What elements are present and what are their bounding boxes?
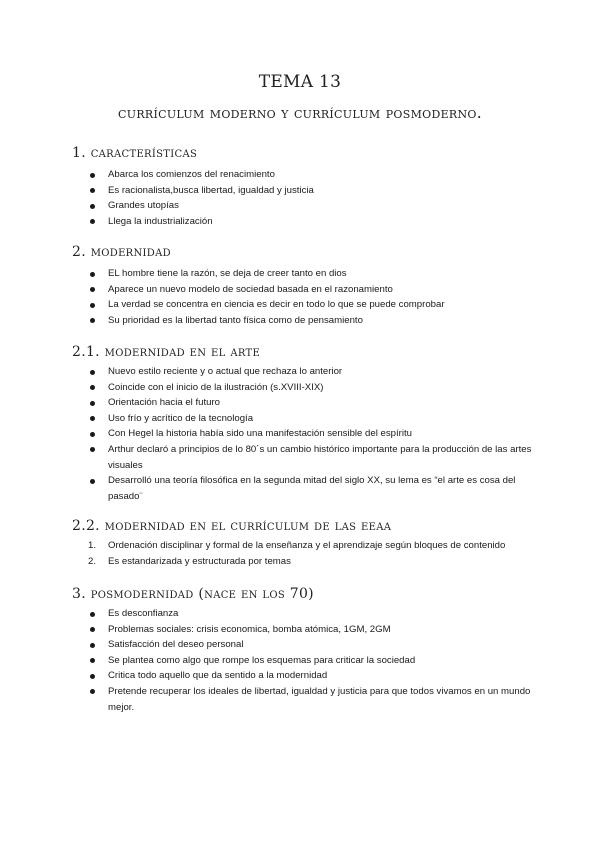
list-item: Satisfacción del deseo personal	[72, 637, 532, 653]
list-item	[72, 554, 532, 570]
section-heading-caracteristicas: 1. características	[72, 145, 198, 161]
list-item: Con Hegel la historia había sido una manifestación sensible del espíritu	[72, 426, 532, 442]
list-item: La verdad se concentra en ciencia es decir en todo lo que se puede comprobar	[72, 297, 532, 313]
list-item: Nuevo estilo reciente y o actual que rechaza lo anterior	[72, 364, 532, 380]
list-item: Arthur declaró a principios de lo 80´s un cambio histórico importante para la producción de las artes visuales	[72, 442, 532, 473]
bullet-list-modernidad-arte	[72, 364, 532, 504]
numbered-list-curriculum-eeaa	[72, 538, 532, 569]
list-item-text: Ordenación disciplinar y formal de la enseñanza y el aprendizaje según bloques de contenido	[108, 540, 506, 551]
list-item: Su prioridad es la libertad tanto física como de pensamiento	[72, 313, 532, 329]
list-item: Uso frío y acrítico de la tecnología	[72, 411, 532, 427]
document-title: TEMA 13	[258, 72, 342, 92]
section-heading-modernidad: 2. modernidad	[72, 244, 171, 260]
list-item: Orientación hacia el futuro	[72, 395, 532, 411]
document-subtitle: currículum moderno y currículum posmoderno.	[118, 104, 482, 122]
bullet-list-modernidad	[72, 266, 532, 328]
list-item: Es desconfianza	[72, 606, 532, 622]
list-item: Pretende recuperar los ideales de libertad, igualdad y justicia para que todos vivamos en un mundo mejor.	[72, 684, 532, 715]
section-heading-curriculum-eeaa: 2.2. modernidad en el currículum de las eeaa	[72, 518, 392, 534]
list-item: Abarca los comienzos del renacimiento	[72, 167, 532, 183]
list-item: Coincide con el inicio de la ilustración (s.XVIII-XIX)	[72, 380, 532, 396]
list-number: 1.	[88, 540, 97, 551]
list-item: Critica todo aquello que da sentido a la modernidad	[72, 668, 532, 684]
list-item: Aparece un nuevo modelo de sociedad basada en el razonamiento	[72, 282, 532, 298]
list-number: 2.	[88, 555, 97, 567]
list-item: Llega la industrialización	[72, 214, 532, 230]
list-item: Problemas sociales: crisis economica, bomba atómica, 1GM, 2GM	[72, 622, 532, 638]
bullet-list-posmodernidad	[72, 606, 532, 715]
bullet-list-caracteristicas	[72, 167, 532, 229]
list-item-text: Es estandarizada y estructurada por temas	[108, 555, 291, 567]
list-item	[72, 538, 532, 554]
list-item: EL hombre tiene la razón, se deja de creer tanto en dios	[72, 266, 532, 282]
list-item: Grandes utopías	[72, 198, 532, 214]
list-item: Se plantea como algo que rompe los esquemas para criticar la sociedad	[72, 653, 532, 669]
list-item: Desarrolló una teoría filosófica en la segunda mitad del siglo XX, su lema es “el arte es cosa del pasado¨	[72, 473, 532, 504]
section-heading-posmodernidad: 3. posmodernidad (nace en los 70)	[72, 586, 314, 602]
section-heading-modernidad-arte: 2.1. modernidad en el arte	[72, 344, 261, 360]
list-item: Es racionalista,busca libertad, igualdad y justicia	[72, 183, 532, 199]
